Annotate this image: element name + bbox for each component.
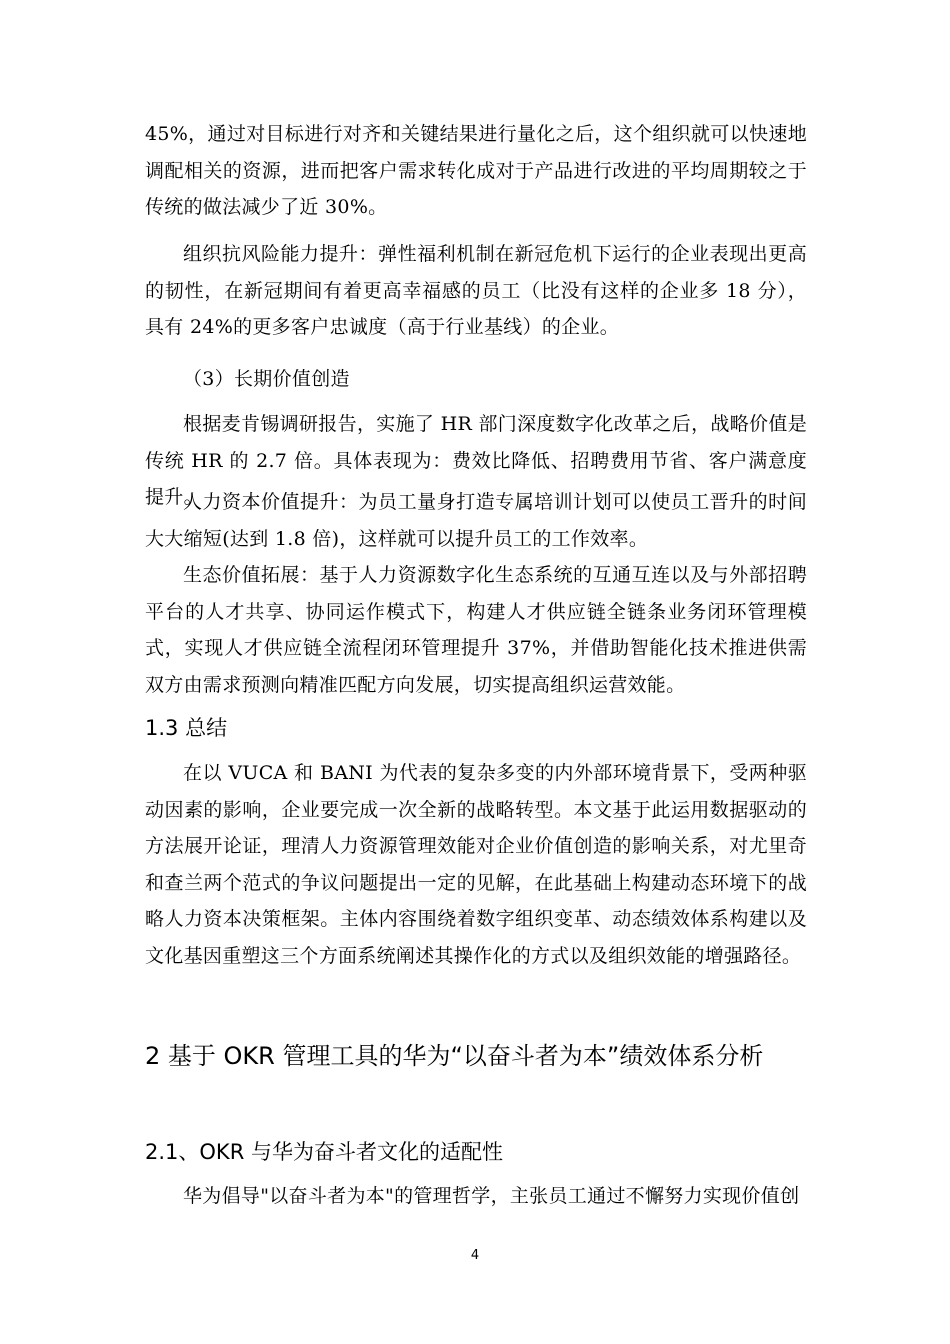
paragraph-ecosystem-value: 生态价值拓展：基于人力资源数字化生态系统的互通互连以及与外部招聘平台的人才共享、协同运作模式下，构建人才供应链全链条业务闭环管理模式，实现人才供应链全流程闭环管理提升 37%，并借助智能化技术推进供需双方由需求预测向精准匹配方向发展，切实提高组织运营效能。 bbox=[145, 564, 807, 696]
subheading-long-term-value: （3）长期价值创造 bbox=[183, 368, 350, 390]
paragraph-agility-results: 45%，通过对目标进行对齐和关键结果进行量化之后，这个组织就可以快速地调配相关的资源，进而把客户需求转化成对于产品进行改进的平均周期较之于传统的做法减少了近 30%。 bbox=[145, 123, 807, 218]
paragraph-huawei-philosophy: 华为倡导"以奋斗者为本"的管理哲学，主张员工通过不懈努力实现价值创 bbox=[183, 1185, 800, 1207]
paragraph-summary: 在以 VUCA 和 BANI 为代表的复杂多变的内外部环境背景下，受两种驱动因素的影响，企业要完成一次全新的战略转型。本文基于此运用数据驱动的方法展开论证，理清人力资源管理效能对企业价值创造的影响关系，对尤里奇和查兰两个范式的争议问题提出一定的见解，在此基础上构建动态环境下的战略人力资本决策框架。主体内容围绕着数字组织变革、动态绩效体系构建以及文化基因重塑这三个方面系统阐述其操作化的方式以及组织效能的增强路径。 bbox=[145, 762, 807, 967]
page-number: 4 bbox=[470, 1248, 480, 1263]
paragraph-mckinsey-report: 根据麦肯锡调研报告，实施了 HR 部门深度数字化改革之后，战略价值是传统 HR 的 2.7 倍。具体表现为：费效比降低、招聘费用节省、客户满意度提升。 bbox=[145, 413, 807, 508]
section-heading-2-1: 2.1、OKR 与华为奋斗者文化的适配性 bbox=[145, 1140, 503, 1164]
paragraph-human-capital-value: 人力资本价值提升：为员工量身打造专属培训计划可以使员工晋升的时间大大缩短(达到 1.8 倍)，这样就可以提升员工的工作效率。 bbox=[145, 491, 807, 550]
section-heading-1-3-summary: 1.3 总结 bbox=[145, 716, 228, 740]
paragraph-risk-resilience: 组织抗风险能力提升：弹性福利机制在新冠危机下运行的企业表现出更高的韧性，在新冠期间有着更高幸福感的员工（比没有这样的企业多 18 分），具有 24%的更多客户忠诚度（高于行业基线）的企业。 bbox=[145, 243, 807, 338]
chapter-heading-2: 2 基于 OKR 管理工具的华为“以奋斗者为本”绩效体系分析 bbox=[145, 1042, 764, 1070]
